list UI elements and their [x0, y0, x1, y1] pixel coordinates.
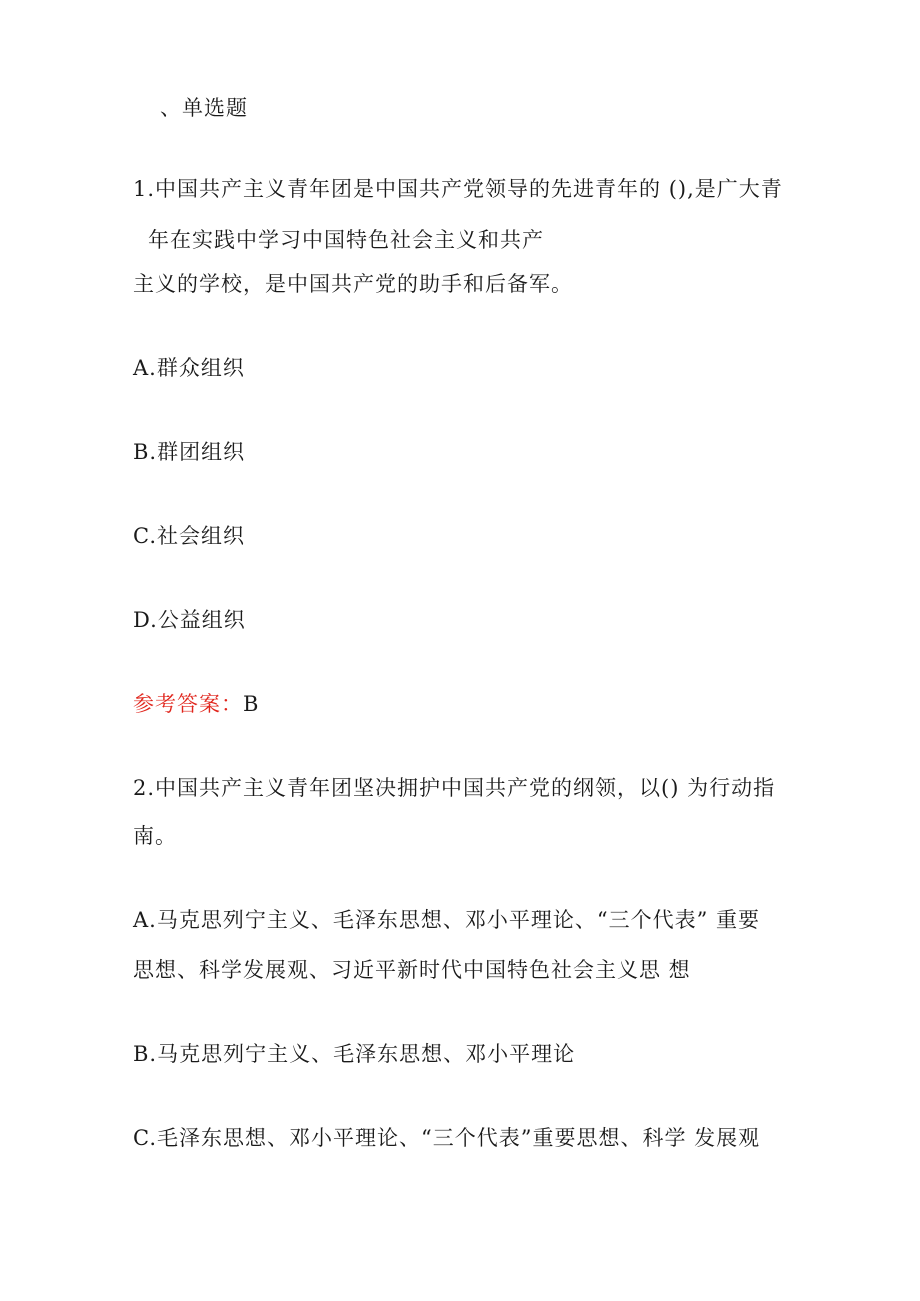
question-1-option-b: B.群团组织 [133, 440, 246, 464]
question-2-line-2: 南。 [133, 824, 177, 848]
question-2-option-a-line-1: A.马克思列宁主义、毛泽东思想、邓小平理论、“三个代表” 重要 [133, 908, 760, 932]
question-1-option-d: D.公益组织 [133, 608, 246, 632]
question-2-option-c: C.毛泽东思想、邓小平理论、“三个代表”重要思想、科学 发展观 [133, 1126, 761, 1150]
answer-label: 参考答案： [133, 692, 243, 716]
question-1-line-2: 年在实践中学习中国特色社会主义和共产 [148, 228, 544, 252]
question-2-option-a-line-2: 思想、科学发展观、习近平新时代中国特色社会主义思 想 [133, 958, 691, 982]
question-1-line-1: 1.中国共产主义青年团是中国共产党领导的先进青年的 (),是广大青 [133, 177, 783, 201]
question-1-line-3: 主义的学校，是中国共产党的助手和后备军。 [133, 272, 573, 296]
question-1-answer [133, 692, 259, 716]
question-2-option-b: B.马克思列宁主义、毛泽东思想、邓小平理论 [133, 1042, 576, 1066]
question-2-line-1: 2.中国共产主义青年团坚决拥护中国共产党的纲领，以() 为行动指 [133, 776, 776, 800]
section-title: 、单选题 [160, 96, 248, 120]
answer-value: B [243, 692, 260, 716]
question-1-option-a: A.群众组织 [133, 356, 245, 380]
question-1-option-c: C.社会组织 [133, 524, 245, 548]
